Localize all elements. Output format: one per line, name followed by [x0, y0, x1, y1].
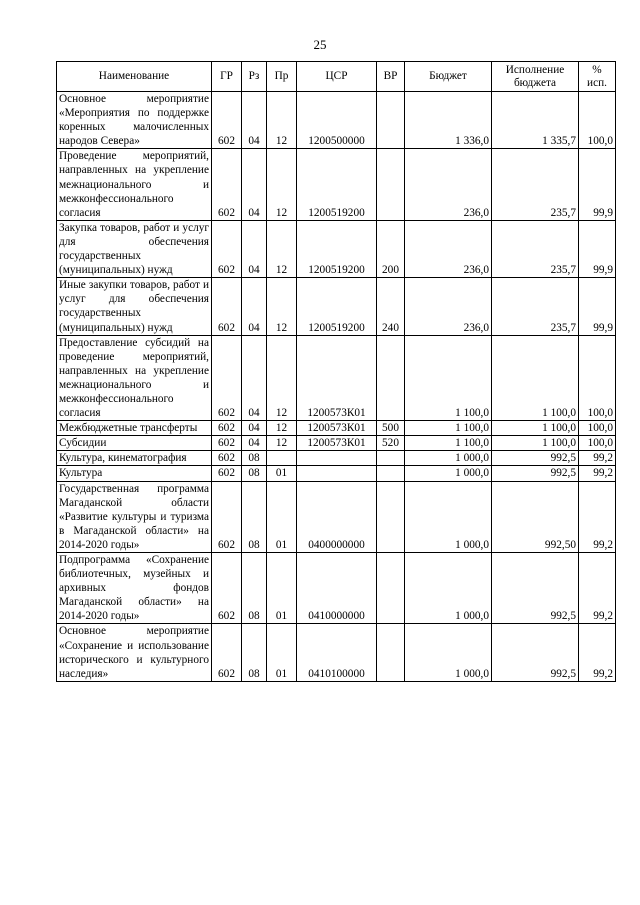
cell-percent: 99,2 [579, 466, 616, 481]
cell-percent: 99,2 [579, 481, 616, 552]
cell-pr: 01 [267, 466, 297, 481]
cell-execution: 1 100,0 [492, 436, 579, 451]
table-row [57, 624, 616, 681]
cell-csr: 1200573К01 [297, 421, 377, 436]
cell-pr: 12 [267, 335, 297, 421]
cell-csr [297, 451, 377, 466]
cell-percent: 99,2 [579, 451, 616, 466]
cell-vr [377, 466, 405, 481]
table-row [57, 436, 616, 451]
cell-pr: 12 [267, 421, 297, 436]
cell-rz: 04 [242, 436, 267, 451]
cell-pr: 01 [267, 624, 297, 681]
cell-csr: 0400000000 [297, 481, 377, 552]
cell-execution: 992,5 [492, 624, 579, 681]
cell-pr: 12 [267, 220, 297, 277]
cell-rz: 08 [242, 451, 267, 466]
header-name: Наименование [57, 62, 212, 92]
cell-name: Межбюджетные трансферты [57, 421, 212, 436]
cell-budget: 236,0 [405, 149, 492, 220]
cell-execution: 235,7 [492, 149, 579, 220]
table-row [57, 466, 616, 481]
cell-vr: 240 [377, 278, 405, 335]
cell-name: Государственная программа Магаданской области «Развитие культуры и туризма в Магаданской области» на 2014-2020 годы» [57, 481, 212, 552]
table-row [57, 553, 616, 624]
cell-percent: 100,0 [579, 335, 616, 421]
cell-name: Культура, кинематография [57, 451, 212, 466]
cell-name: Закупка товаров, работ и услуг для обеспечения государственных (муниципальных) нужд [57, 220, 212, 277]
table-row [57, 92, 616, 149]
cell-pr: 12 [267, 278, 297, 335]
cell-percent: 99,9 [579, 220, 616, 277]
header-gr: ГР [212, 62, 242, 92]
cell-vr [377, 481, 405, 552]
cell-name: Подпрограмма «Сохранение библиотечных, музейных и архивных фондов Магаданской области» на 2014-2020 годы» [57, 553, 212, 624]
cell-gr: 602 [212, 466, 242, 481]
cell-execution: 992,50 [492, 481, 579, 552]
cell-name: Культура [57, 466, 212, 481]
cell-execution: 1 100,0 [492, 421, 579, 436]
cell-budget: 1 100,0 [405, 421, 492, 436]
cell-execution: 235,7 [492, 278, 579, 335]
cell-budget: 1 336,0 [405, 92, 492, 149]
cell-gr: 602 [212, 149, 242, 220]
cell-csr: 1200573К01 [297, 436, 377, 451]
cell-vr [377, 553, 405, 624]
cell-csr: 1200500000 [297, 92, 377, 149]
page-number: 25 [313, 37, 327, 52]
cell-name: Иные закупки товаров, работ и услуг для обеспечения государственных (муниципальных) нужд [57, 278, 212, 335]
cell-csr: 1200519200 [297, 278, 377, 335]
cell-vr: 200 [377, 220, 405, 277]
header-pr: Пр [267, 62, 297, 92]
cell-gr: 602 [212, 278, 242, 335]
cell-rz: 04 [242, 421, 267, 436]
cell-rz: 04 [242, 149, 267, 220]
cell-budget: 1 000,0 [405, 466, 492, 481]
cell-gr: 602 [212, 421, 242, 436]
budget-table [56, 61, 616, 682]
header-execution: Исполнение бюджета [492, 62, 579, 92]
cell-execution: 1 100,0 [492, 335, 579, 421]
cell-csr: 0410000000 [297, 553, 377, 624]
cell-csr [297, 466, 377, 481]
cell-name: Субсидии [57, 436, 212, 451]
cell-budget: 1 000,0 [405, 451, 492, 466]
cell-csr: 0410100000 [297, 624, 377, 681]
cell-budget: 236,0 [405, 220, 492, 277]
cell-percent: 100,0 [579, 436, 616, 451]
cell-vr [377, 149, 405, 220]
cell-rz: 08 [242, 466, 267, 481]
cell-rz: 04 [242, 335, 267, 421]
cell-execution: 992,5 [492, 466, 579, 481]
table-header-row [57, 62, 616, 92]
cell-gr: 602 [212, 481, 242, 552]
cell-csr: 1200519200 [297, 220, 377, 277]
cell-gr: 602 [212, 92, 242, 149]
header-vr: ВР [377, 62, 405, 92]
cell-execution: 992,5 [492, 451, 579, 466]
cell-gr: 602 [212, 436, 242, 451]
cell-percent: 99,2 [579, 624, 616, 681]
cell-gr: 602 [212, 335, 242, 421]
table-row [57, 149, 616, 220]
cell-rz: 08 [242, 624, 267, 681]
cell-name: Предоставление субсидий на проведение мероприятий, направленных на укрепление межнационального и межконфессионального согласия [57, 335, 212, 421]
cell-budget: 1 100,0 [405, 436, 492, 451]
cell-budget: 1 000,0 [405, 553, 492, 624]
cell-csr: 1200519200 [297, 149, 377, 220]
cell-execution: 1 335,7 [492, 92, 579, 149]
cell-budget: 1 100,0 [405, 335, 492, 421]
cell-budget: 1 000,0 [405, 624, 492, 681]
cell-rz: 08 [242, 553, 267, 624]
table-row [57, 421, 616, 436]
header-rz: Рз [242, 62, 267, 92]
cell-name: Основное мероприятие «Сохранение и использование исторического и культурного наследия» [57, 624, 212, 681]
cell-name: Основное мероприятие «Мероприятия по поддержке коренных малочисленных народов Севера» [57, 92, 212, 149]
table-row [57, 278, 616, 335]
cell-pr [267, 451, 297, 466]
cell-percent: 100,0 [579, 421, 616, 436]
cell-rz: 08 [242, 481, 267, 552]
cell-vr [377, 92, 405, 149]
cell-percent: 100,0 [579, 92, 616, 149]
cell-execution: 992,5 [492, 553, 579, 624]
header-percent: % исп. [579, 62, 616, 92]
cell-vr [377, 335, 405, 421]
cell-pr: 12 [267, 149, 297, 220]
cell-execution: 235,7 [492, 220, 579, 277]
table-row [57, 220, 616, 277]
cell-pr: 12 [267, 92, 297, 149]
table-row [57, 451, 616, 466]
cell-vr: 520 [377, 436, 405, 451]
cell-gr: 602 [212, 451, 242, 466]
table-row [57, 335, 616, 421]
header-budget: Бюджет [405, 62, 492, 92]
cell-pr: 01 [267, 553, 297, 624]
cell-gr: 602 [212, 553, 242, 624]
cell-gr: 602 [212, 220, 242, 277]
header-csr: ЦСР [297, 62, 377, 92]
cell-rz: 04 [242, 220, 267, 277]
table-row [57, 481, 616, 552]
cell-rz: 04 [242, 278, 267, 335]
cell-gr: 602 [212, 624, 242, 681]
cell-csr: 1200573К01 [297, 335, 377, 421]
cell-budget: 1 000,0 [405, 481, 492, 552]
cell-budget: 236,0 [405, 278, 492, 335]
cell-percent: 99,9 [579, 149, 616, 220]
cell-percent: 99,2 [579, 553, 616, 624]
cell-pr: 01 [267, 481, 297, 552]
cell-rz: 04 [242, 92, 267, 149]
cell-vr: 500 [377, 421, 405, 436]
cell-vr [377, 451, 405, 466]
cell-vr [377, 624, 405, 681]
cell-pr: 12 [267, 436, 297, 451]
cell-percent: 99,9 [579, 278, 616, 335]
cell-name: Проведение мероприятий, направленных на укрепление межнационального и межконфессионального согласия [57, 149, 212, 220]
